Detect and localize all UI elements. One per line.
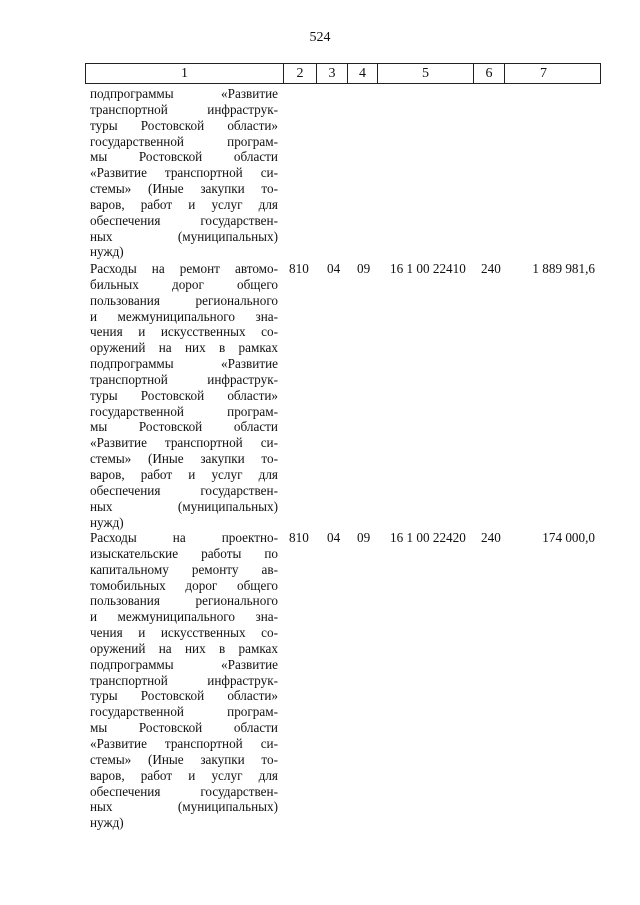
description-line: «Развитие транспортной си-: [90, 435, 278, 451]
description-line: варов, работ и услуг для: [90, 196, 278, 212]
description-line: бильных дорог общего: [90, 276, 278, 292]
header-col-7: 7: [504, 64, 582, 83]
description-line: оружений на них в рамках: [90, 640, 278, 656]
description-line: подпрограммы «Развитие: [90, 356, 278, 372]
table-header: [85, 63, 601, 84]
header-col-2: 2: [283, 64, 316, 83]
description-line: нужд): [90, 815, 124, 831]
row-description: [90, 530, 278, 831]
header-col-6: 6: [473, 64, 504, 83]
description-line: туры Ростовской области»: [90, 387, 278, 403]
description-line: нужд): [90, 514, 124, 530]
description-line: туры Ростовской области»: [90, 117, 278, 133]
description-line: обеспечения государствен-: [90, 783, 278, 799]
cell-ministry-code: 810: [289, 261, 309, 276]
description-line: и межмуниципального зна-: [90, 308, 278, 324]
description-line: обеспечения государствен-: [90, 212, 278, 228]
description-line: подпрограммы «Развитие: [90, 656, 278, 672]
description-line: «Развитие транспортной си-: [90, 165, 278, 181]
row-description: [90, 86, 278, 260]
description-line: ных (муниципальных): [90, 228, 278, 244]
description-line: мы Ростовской области: [90, 720, 278, 736]
cell-target-article: 16 1 00 22420: [390, 530, 466, 545]
cell-expense-type: 240: [481, 530, 501, 545]
description-line: транспортной инфраструк-: [90, 371, 278, 387]
page-number: 524: [309, 30, 331, 45]
cell-subsection: 09: [357, 261, 371, 276]
header-col-5: 5: [377, 64, 473, 83]
header-col-3: 3: [316, 64, 347, 83]
description-line: Расходы на проектно-: [90, 530, 278, 545]
description-line: подпрограммы «Развитие: [90, 86, 278, 101]
header-col-4: 4: [347, 64, 377, 83]
description-line: государственной програм-: [90, 403, 278, 419]
description-line: государственной програм-: [90, 133, 278, 149]
description-line: туры Ростовской области»: [90, 688, 278, 704]
description-line: чения и искусственных со-: [90, 625, 278, 641]
description-line: ных (муниципальных): [90, 498, 278, 514]
cell-ministry-code: 810: [289, 530, 309, 545]
cell-target-article: 16 1 00 22410: [390, 261, 466, 276]
cell-expense-type: 240: [481, 261, 501, 276]
description-line: Расходы на ремонт автомо-: [90, 261, 278, 276]
description-line: мы Ростовской области: [90, 149, 278, 165]
description-line: чения и искусственных со-: [90, 324, 278, 340]
header-col-1: 1: [181, 65, 188, 81]
description-line: стемы» (Иные закупки то-: [90, 181, 278, 197]
cell-subsection: 09: [357, 530, 371, 545]
description-line: пользования регионального: [90, 292, 278, 308]
description-line: ных (муниципальных): [90, 799, 278, 815]
description-line: томобильных дорог общего: [90, 577, 278, 593]
description-line: стемы» (Иные закупки то-: [90, 751, 278, 767]
description-line: пользования регионального: [90, 593, 278, 609]
description-line: варов, работ и услуг для: [90, 466, 278, 482]
description-line: оружений на них в рамках: [90, 340, 278, 356]
row-description: [90, 261, 278, 530]
cell-section: 04: [327, 530, 341, 545]
description-line: варов, работ и услуг для: [90, 767, 278, 783]
cell-amount: 1 889 981,6: [532, 261, 595, 276]
description-line: транспортной инфраструк-: [90, 672, 278, 688]
description-line: мы Ростовской области: [90, 419, 278, 435]
cell-amount: 174 000,0: [542, 530, 595, 545]
description-line: изыскательские работы по: [90, 545, 278, 561]
description-line: обеспечения государствен-: [90, 482, 278, 498]
description-line: нужд): [90, 244, 124, 260]
description-line: «Развитие транспортной си-: [90, 735, 278, 751]
cell-section: 04: [327, 261, 341, 276]
description-line: и межмуниципального зна-: [90, 609, 278, 625]
description-line: стемы» (Иные закупки то-: [90, 451, 278, 467]
description-line: государственной програм-: [90, 704, 278, 720]
description-line: капитальному ремонту ав-: [90, 561, 278, 577]
description-line: транспортной инфраструк-: [90, 101, 278, 117]
